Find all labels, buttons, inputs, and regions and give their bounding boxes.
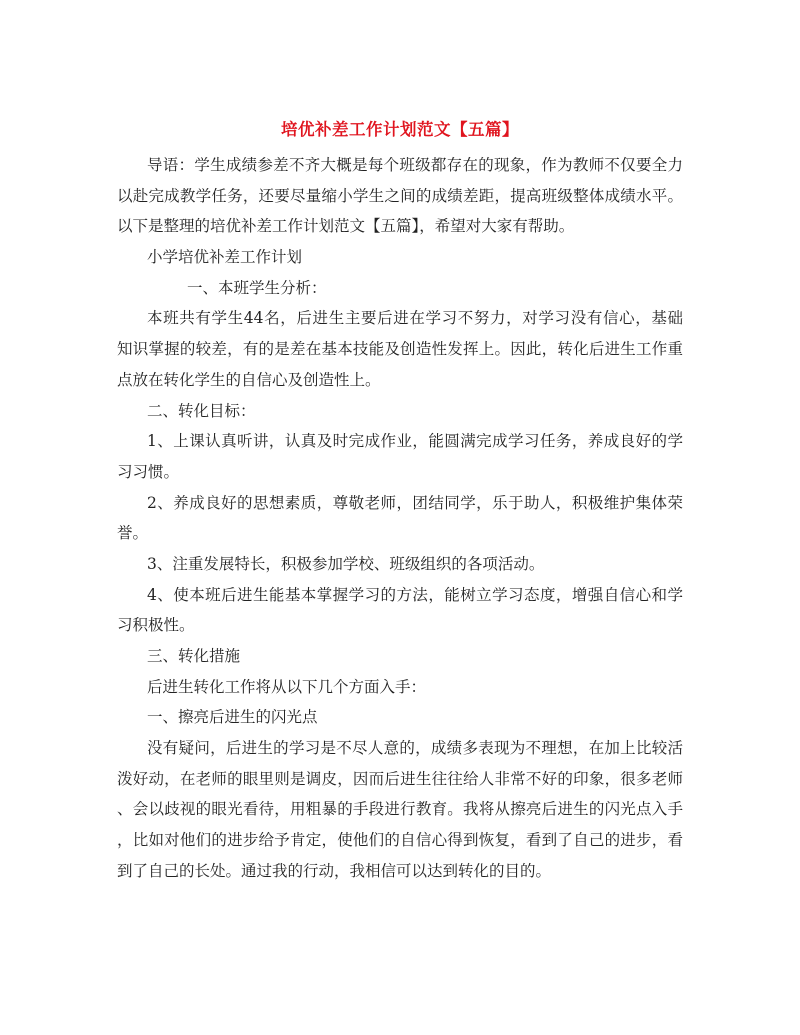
text-line: 2、养成良好的思想素质，尊敬老师，团结同学，乐于助人，积极维护集体荣 (147, 493, 683, 512)
document-title: 培优补差工作计划范文【五篇】 (281, 120, 519, 139)
text-line: 没有疑问，后进生的学习是不尽人意的，成绩多表现为不理想，在加上比较活 (147, 739, 683, 758)
text-line: 泼好动，在老师的眼里则是调皮，因而后进生往往给人非常不好的印象，很多老师 (117, 769, 683, 788)
section-heading: 一、擦亮后进生的闪光点 (147, 708, 318, 727)
text-line: 3、注重发展特长，积极参加学校、班级组织的各项活动。 (147, 554, 545, 573)
section-heading: 二、转化目标： (147, 401, 256, 420)
section-heading: 三、转化措施 (147, 647, 241, 665)
text-line: ，比如对他们的进步给予肯定，使他们的自信心得到恢复，看到了自己的进步，看 (117, 831, 683, 850)
text-line: 本班共有学生44名，后进生主要后进在学习不努力，对学习没有信心，基础 (147, 309, 683, 328)
text-line: 知识掌握的较差，有的是差在基本技能及创造性发挥上。因此，转化后进生工作重 (117, 340, 683, 359)
text-line: 以赴完成教学任务，还要尽量缩小学生之间的成绩差距，提高班级整体成绩水平。 (117, 186, 683, 205)
text-line: 习积极性。 (117, 616, 195, 635)
text-line: 誉。 (117, 524, 149, 543)
text-line: 1、上课认真听讲，认真及时完成作业，能圆满完成学习任务，养成良好的学 (147, 432, 683, 451)
text-line: 点放在转化学生的自信心及创造性上。 (117, 370, 381, 389)
text-line: 、会以歧视的眼光看待，用粗暴的手段进行教育。我将从擦亮后进生的闪光点入手 (117, 800, 683, 819)
document-body (117, 150, 683, 887)
text-line: 到了自己的长处。通过我的行动，我相信可以达到转化的目的。 (117, 861, 552, 880)
section-heading: 小学培优补差工作计划 (147, 248, 303, 267)
text-line: 导语：学生成绩参差不齐大概是每个班级都存在的现象，作为教师不仅要全力 (147, 156, 683, 174)
text-line: 4、使本班后进生能基本掌握学习的方法，能树立学习态度，增强自信心和学 (147, 585, 683, 604)
text-line: 习习惯。 (117, 462, 180, 481)
text-line: 后进生转化工作将从以下几个方面入手： (147, 677, 427, 696)
section-heading: 一、本班学生分析： (187, 278, 327, 297)
text-line: 以下是整理的培优补差工作计划范文【五篇】，希望对大家有帮助。 (117, 217, 575, 236)
